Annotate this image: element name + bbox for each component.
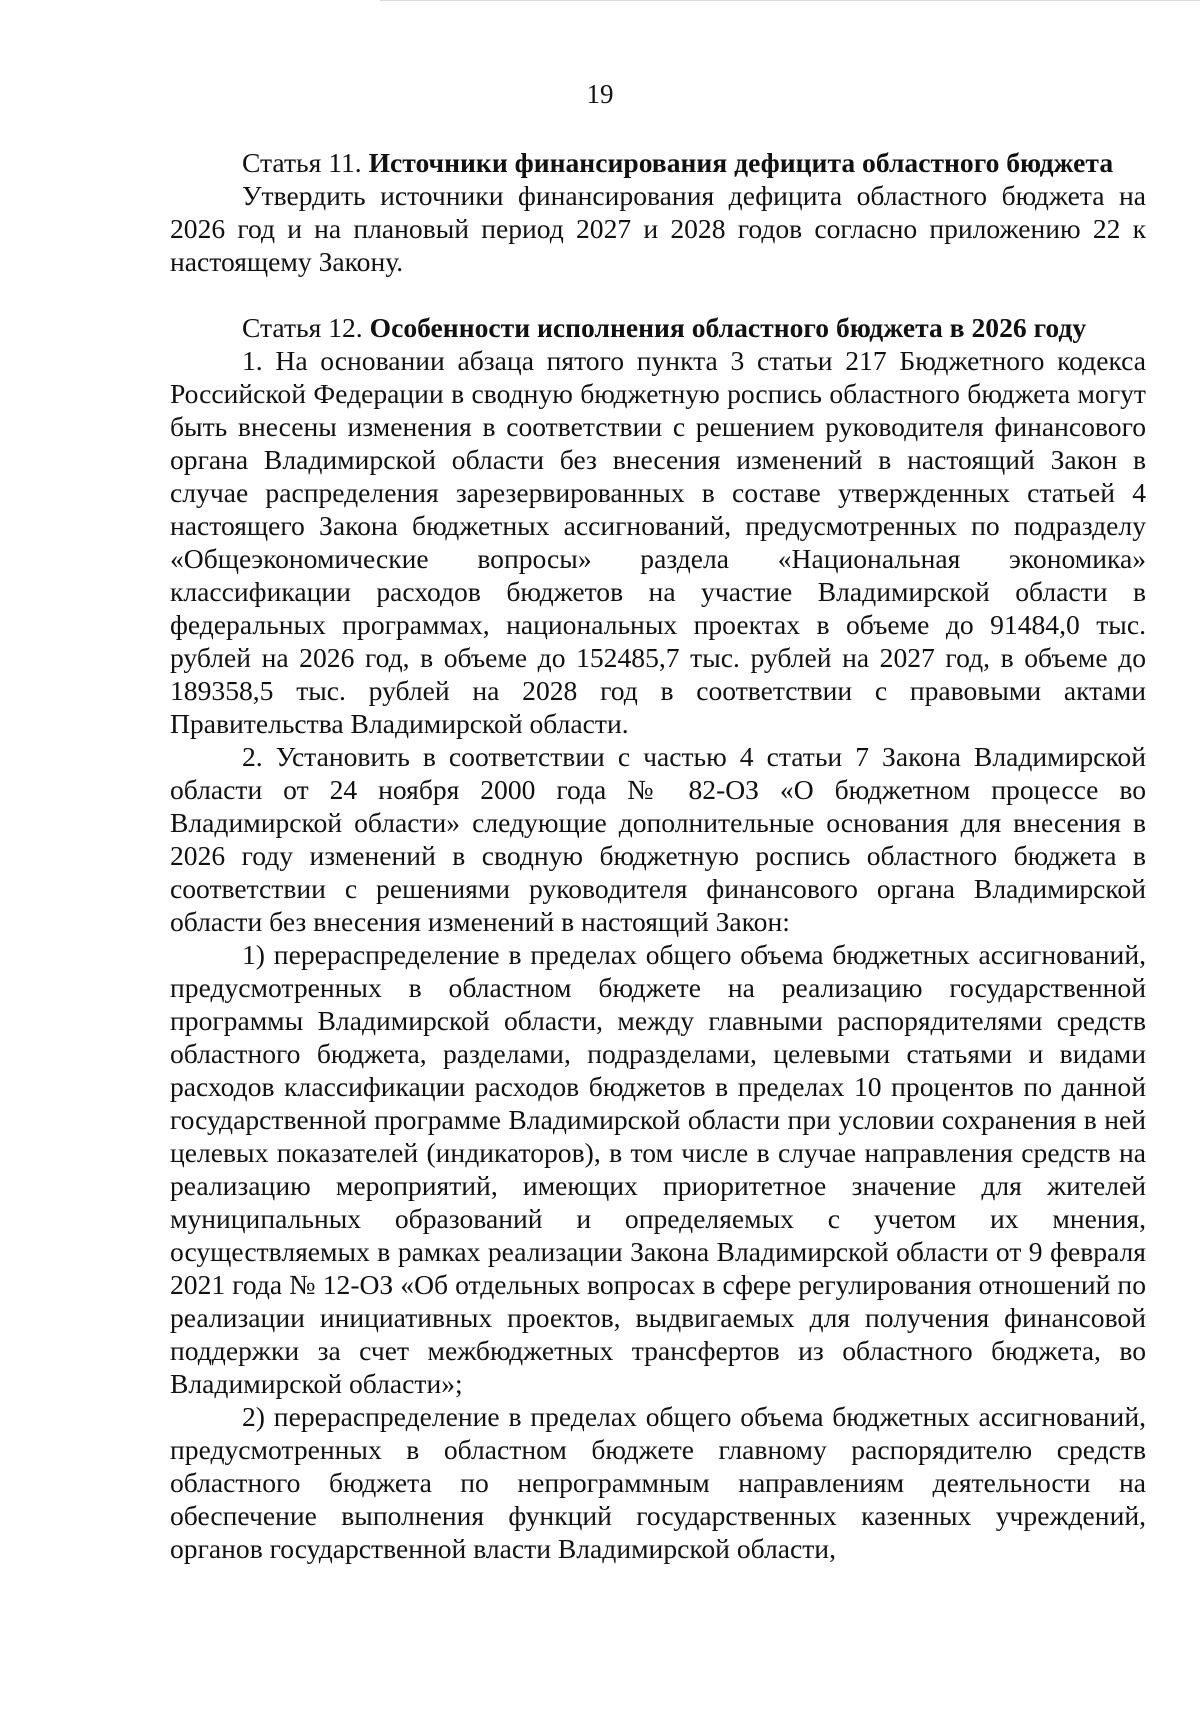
article-11-title: Источники финансирования дефицита областного бюджета (368, 147, 1114, 178)
article-12-heading (170, 311, 1146, 344)
article-11-heading (170, 146, 1146, 179)
article-12-paragraph-2: 2. Установить в соответствии с частью 4 статьи 7 Закона Владимирской области от 24 ноября 2000 года № 82-ОЗ «О бюджетном процессе во Владимирской области» следующие дополнительные основания для внесения в 2026 году изменений в сводную бюджетную роспись областного бюджета в соответствии с решениями руководителя финансового органа Владимирской области без внесения изменений в настоящий Закон: (170, 741, 1146, 937)
article-12-prefix: Статья 12. (242, 312, 363, 343)
page-number: 19 (586, 79, 614, 109)
article-12-subitem-2: 2) перераспределение в пределах общего объема бюджетных ассигнований, предусмотренных в областном бюджете главному распорядителю средств областного бюджета по непрограммным направлениям деятельности на обеспечение выполнения функций государственных казенных учреждений, органов государственной власти Владимирской области, (170, 1401, 1146, 1564)
article-12-paragraph-1: 1. На основании абзаца пятого пункта 3 статьи 217 Бюджетного кодекса Российской Федерации в сводную бюджетную роспись областного бюджета могут быть внесены изменения в соответствии с решением руководителя финансового органа Владимирской области без внесения изменений в настоящий Закон в случае распределения зарезервированных в составе утвержденных статьей 4 настоящего Закона бюджетных ассигнований, предусмотренных по подразделу «Общеэкономические вопросы» раздела «Национальная экономика» классификации расходов бюджетов на участие Владимирской области в федеральных программах, национальных проектах в объеме до 91484,0 тыс. рублей на 2026 год, в объеме до 152485,7 тыс. рублей на 2027 год, в объеме до 189358,5 тыс. рублей на 2028 год в соответствии с правовыми актами Правительства Владимирской области. (170, 345, 1146, 739)
scan-top-edge-line (380, 0, 1200, 1)
article-11-text: Утвердить источники финансирования дефицита областного бюджета на 2026 год и на плановый период 2027 и 2028 годов согласно приложению 22 к настоящему Закону. (170, 180, 1146, 277)
article-spacer (170, 278, 1146, 311)
article-12-subitem-1: 1) перераспределение в пределах общего объема бюджетных ассигнований, предусмотренных в областном бюджете на реализацию государственной программы Владимирской области, между главными распорядителями средств областного бюджета, разделами, подразделами, целевыми статьями и видами расходов классификации расходов бюджетов в пределах 10 процентов по данной государственной программе Владимирской области при условии сохранения в ней целевых показателей (индикаторов), в том числе в случае направления средств на реализацию мероприятий, имеющих приоритетное значение для жителей муниципальных образований и определяемых с учетом их мнения, осуществляемых в рамках реализации Закона Владимирской области от 9 февраля 2021 года № 12-ОЗ «Об отдельных вопросах в сфере регулирования отношений по реализации инициативных проектов, выдвигаемых для получения финансовой поддержки за счет межбюджетных трансфертов из областного бюджета, во Владимирской области»; (170, 939, 1146, 1399)
article-11-prefix: Статья 11. (242, 147, 362, 178)
article-12-title: Особенности исполнения областного бюджета в 2026 году (369, 312, 1087, 343)
document-body (170, 146, 1146, 1565)
